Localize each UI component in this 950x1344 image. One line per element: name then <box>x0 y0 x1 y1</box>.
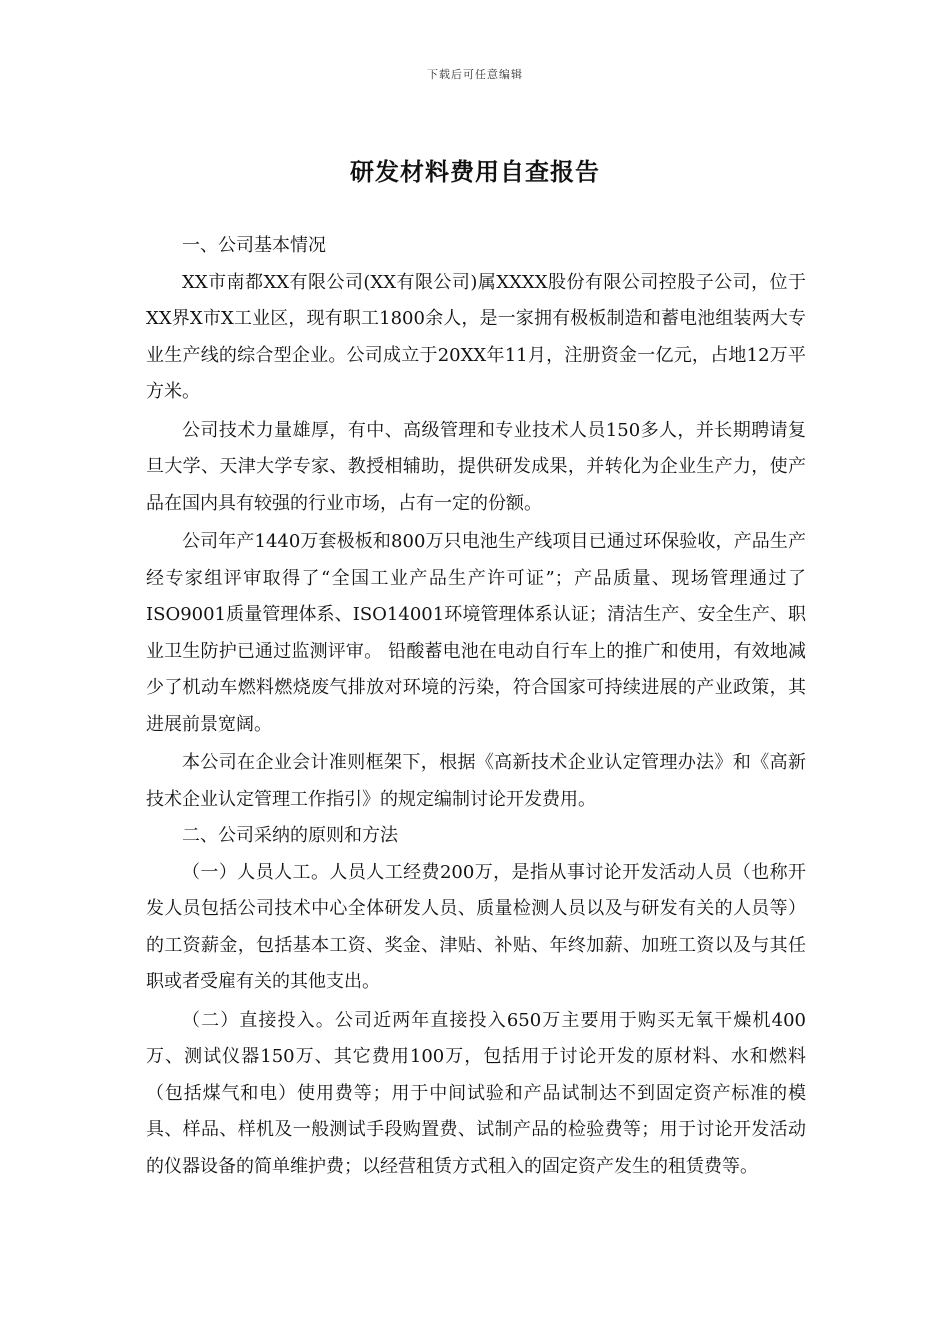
document-title: 研发材料费用自查报告 <box>350 157 600 186</box>
paragraph-production-certification: 公司年产1440万套极板和800万只电池生产线项目已通过环保验收，产品生产经专家组评审取得了“全国工业产品生产许可证”；产品质量、现场管理通过了ISO9001质量管理体系、ISO14001环境管理体系认证；清洁生产、安全生产、职业卫生防护已通过监测评审。 铅酸蓄电池在电动自行车上的推广和使用，有效地减少了机动车燃料燃烧废气排放对环境的污染，符合国家可持续进展的产业政策，其进展前景宽阔。 <box>146 531 806 735</box>
document-body <box>146 228 806 1185</box>
paragraph-technical-strength: 公司技术力量雄厚，有中、高级管理和专业技术人员150多人，并长期聘请复旦大学、天津大学专家、教授相辅助，提供研发成果，并转化为企业生产力，使产品在国内具有较强的行业市场，占有一定的份额。 <box>146 419 806 514</box>
paragraph-company-overview: XX市南都XX有限公司(XX有限公司)属XXXX股份有限公司控股子公司，位于XX界X市X工业区，现有职工1800余人，是一家拥有极板制造和蓄电池组装两大专业生产线的综合型企业。公司成立于20XX年11月，注册资金一亿元，占地12万平方米。 <box>146 271 806 402</box>
section-heading-basic-info: 一、公司基本情况 <box>182 235 326 256</box>
paragraph-direct-investment: （二）直接投入。公司近两年直接投入650万主要用于购买无氧干燥机400万、测试仪器150万、其它费用100万，包括用于讨论开发的原材料、水和燃料（包括煤气和电）使用费等；用于中间试验和产品试制达不到固定资产标准的模具、样品、样机及一般测试手段购置费、试制产品的检验费等；用于讨论开发活动的仪器设备的简单维护费；以经营租赁方式租入的固定资产发生的租赁费等。 <box>146 1009 806 1177</box>
paragraph-accounting-basis: 本公司在企业会计准则框架下，根据《高新技术企业认定管理办法》和《高新技术企业认定管理工作指引》的规定编制讨论开发费用。 <box>146 752 806 810</box>
header-note: 下载后可任意编辑 <box>427 68 523 81</box>
paragraph-personnel-costs: （一）人员人工。人员人工经费200万，是指从事讨论开发活动人员（也称开发人员包括公司技术中心全体研发人员、质量检测人员以及与研发有关的人员等）的工资薪金，包括基本工资、奖金、津贴、补贴、年终加薪、加班工资以及与其任职或者受雇有关的其他支出。 <box>146 861 806 992</box>
section-heading-principles: 二、公司采纳的原则和方法 <box>182 825 398 846</box>
